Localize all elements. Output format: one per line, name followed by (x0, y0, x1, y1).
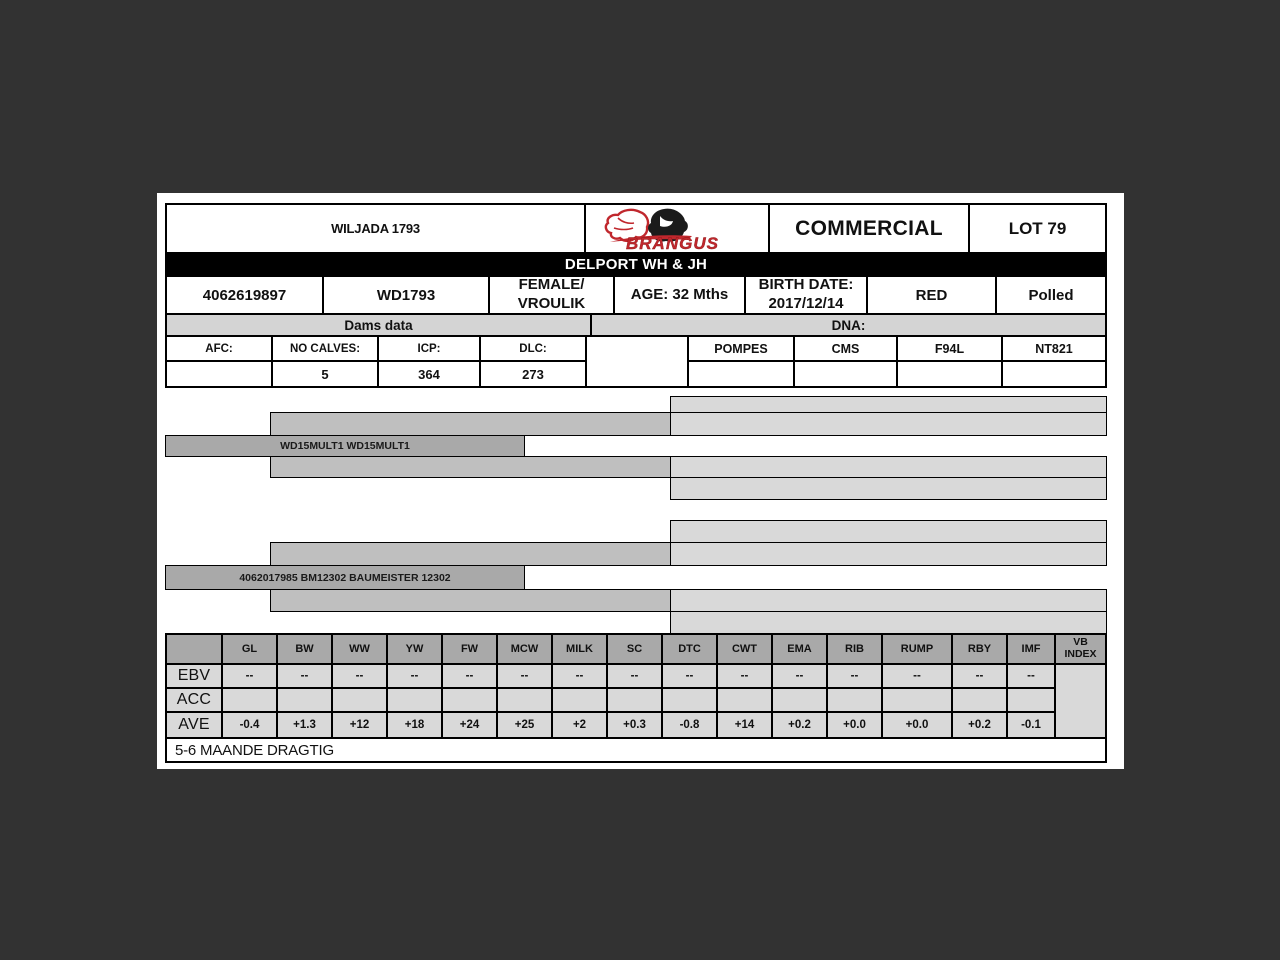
pregnancy-note: 5-6 MAANDE DRAGTIG (175, 741, 334, 759)
row-label-ebv (166, 664, 222, 688)
age-text: AGE: 32 Mths (630, 285, 729, 303)
dam-greatgrandparent-bar-4 (670, 611, 1107, 634)
brangus-logo (585, 204, 769, 253)
acc-cell (952, 688, 1007, 712)
ave-cell (952, 712, 1007, 738)
ebv-cell (277, 664, 332, 688)
col-mcw: MCW (510, 642, 539, 655)
ebv-bw: -- (300, 670, 309, 682)
acc-cell (442, 688, 497, 712)
col-header-sc (607, 634, 662, 664)
afc-value-cell (166, 361, 272, 387)
acc-cell (1007, 688, 1055, 712)
sire-name: WD15MULT1 WD15MULT1 (280, 440, 410, 452)
ave-cell (717, 712, 772, 738)
dna-value-nt821 (1002, 361, 1106, 387)
ebv-sc: -- (630, 670, 639, 682)
ebv-cell (662, 664, 717, 688)
dlc-value-cell (480, 361, 586, 387)
col-header-mcw (497, 634, 552, 664)
ebv-cell (387, 664, 442, 688)
acc-cell (497, 688, 552, 712)
acc-cell (717, 688, 772, 712)
col-fw: FW (460, 642, 479, 655)
dna-test-nt821 (1002, 336, 1106, 361)
ave-cell (442, 712, 497, 738)
left-cow-head-detail (614, 218, 634, 230)
col-header-imf (1007, 634, 1055, 664)
ebv-cell (827, 664, 882, 688)
ave-yw: +18 (404, 719, 425, 731)
col-header-rump (882, 634, 952, 664)
ebv-mcw: -- (520, 670, 529, 682)
col-header-yw (387, 634, 442, 664)
ebv-yw: -- (410, 670, 419, 682)
col-rib: RIB (845, 642, 864, 655)
nt821-label: NT821 (1035, 341, 1073, 356)
acc-cell (387, 688, 442, 712)
ave-label: AVE (178, 716, 210, 733)
tag-text: WD1793 (376, 286, 436, 304)
col-header-cwt (717, 634, 772, 664)
identity-block (165, 203, 1107, 388)
ave-cell (607, 712, 662, 738)
acc-cell (662, 688, 717, 712)
registration-number (166, 276, 323, 314)
col-header-bw (277, 634, 332, 664)
dna-header (591, 314, 1106, 336)
pompes-label: POMPES (714, 341, 768, 356)
dam-greatgrandparent-bar-3 (670, 589, 1107, 612)
colour-cell (867, 276, 996, 314)
lot-text: LOT 79 (1008, 218, 1067, 238)
registration-text: 4062619897 (202, 286, 287, 304)
ave-fw: +24 (459, 719, 480, 731)
ebv-cell (222, 664, 277, 688)
ave-cell (497, 712, 552, 738)
sire-grandparent-bar-1 (270, 412, 671, 436)
col-header-gl (222, 634, 277, 664)
dlc-label: DLC: (519, 342, 547, 355)
f94l-label: F94L (934, 341, 965, 356)
dam-grandparent-bar-2 (270, 589, 671, 612)
ave-rby: +0.2 (968, 719, 991, 731)
col-header-ema (772, 634, 827, 664)
ebv-cell (717, 664, 772, 688)
sire-greatgrandparent-bar-2 (670, 412, 1107, 436)
acc-cell (552, 688, 607, 712)
dam-name: 4062017985 BM12302 BAUMEISTER 12302 (239, 571, 451, 584)
ave-cwt: +14 (734, 719, 755, 731)
icp-value: 364 (418, 366, 440, 382)
sex-line1: FEMALE/ (518, 276, 585, 294)
acc-cell (772, 688, 827, 712)
ave-sc: +0.3 (623, 719, 646, 731)
col-sc: SC (626, 642, 643, 655)
col-rump: RUMP (900, 642, 934, 655)
dam-name-bar (165, 565, 525, 590)
ave-cell (662, 712, 717, 738)
col-milk: MILK (566, 642, 593, 655)
cms-label: CMS (831, 341, 860, 356)
brangus-logo-icon (602, 206, 752, 252)
ave-rib: +0.0 (843, 719, 866, 731)
acc-cell (827, 688, 882, 712)
ebv-cell (882, 664, 952, 688)
icp-label-cell (378, 336, 480, 361)
row-label-acc (166, 688, 222, 712)
sire-name-bar (165, 435, 525, 457)
row-label-ave (166, 712, 222, 738)
dna-value-pompes (688, 361, 794, 387)
acc-label: ACC (176, 691, 212, 708)
acc-cell (332, 688, 387, 712)
afc-label: AFC: (205, 342, 233, 355)
ebv-rump: -- (913, 670, 921, 682)
ebv-cell (552, 664, 607, 688)
col-header-ww (332, 634, 387, 664)
ebv-gl: -- (245, 670, 254, 682)
owner-name: DELPORT WH & JH (564, 256, 708, 273)
no-calves-value: 5 (321, 366, 329, 382)
col-header-milk (552, 634, 607, 664)
col-header-fw (442, 634, 497, 664)
ebv-imf: -- (1027, 670, 1035, 682)
sire-greatgrandparent-bar-1 (670, 396, 1107, 413)
ebv-rby: -- (975, 670, 984, 682)
animal-name-text: WILJADA 1793 (331, 221, 420, 236)
colour-text: RED (915, 286, 948, 304)
ebv-cell (952, 664, 1007, 688)
ave-ema: +0.2 (788, 719, 811, 731)
ebv-cell (1007, 664, 1055, 688)
tag-number (323, 276, 489, 314)
ebv-rib: -- (850, 670, 859, 682)
acc-cell (222, 688, 277, 712)
ebv-fw: -- (465, 670, 474, 682)
ebv-dtc: -- (685, 670, 694, 682)
age-cell (614, 276, 745, 314)
ebv-cwt: -- (740, 670, 749, 682)
icp-value-cell (378, 361, 480, 387)
ave-ww: +12 (349, 719, 370, 731)
col-gl: GL (241, 642, 258, 655)
ave-dtc: -0.8 (679, 719, 700, 731)
sex-cell (489, 276, 614, 314)
col-rby: RBY (967, 642, 992, 655)
ebv-ww: -- (355, 670, 364, 682)
logo-wordmark: BRANGUS (626, 233, 719, 252)
ave-cell (332, 712, 387, 738)
ave-cell (222, 712, 277, 738)
col-imf: IMF (1021, 642, 1041, 655)
category-text: COMMERCIAL (795, 216, 943, 240)
ave-gl: -0.4 (239, 719, 260, 731)
sire-grandparent-bar-2 (270, 456, 671, 478)
ebv-cell (607, 664, 662, 688)
dams-data-title: Dams data (344, 317, 413, 333)
catalog-page (157, 193, 1124, 769)
col-bw: BW (295, 642, 314, 655)
ave-bw: +1.3 (293, 719, 316, 731)
ebv-cell (497, 664, 552, 688)
acc-cell (607, 688, 662, 712)
ebv-cell (772, 664, 827, 688)
col-header-rib (827, 634, 882, 664)
col-ema: EMA (787, 642, 812, 655)
ebv-header-empty (166, 634, 222, 664)
dna-value-cms (794, 361, 897, 387)
ebv-table (165, 633, 1107, 739)
dna-test-pompes (688, 336, 794, 361)
col-yw: YW (405, 642, 424, 655)
afc-label-cell (166, 336, 272, 361)
dna-value-f94l (897, 361, 1002, 387)
animal-name (166, 204, 585, 253)
dam-grandparent-bar-1 (270, 542, 671, 566)
dams-data-header (166, 314, 591, 336)
col-header-rby (952, 634, 1007, 664)
ave-cell (387, 712, 442, 738)
ave-cell (1007, 712, 1055, 738)
ave-rump: +0.0 (905, 719, 929, 731)
ave-cell (772, 712, 827, 738)
no-calves-label-cell (272, 336, 378, 361)
dna-title: DNA: (831, 317, 866, 333)
birth-date-label: BIRTH DATE: (758, 276, 854, 294)
ave-cell (277, 712, 332, 738)
col-header-vb-index (1055, 634, 1106, 664)
horn-status-text: Polled (1028, 286, 1074, 304)
icp-label: ICP: (417, 342, 441, 355)
vb-index-value-cell (1055, 664, 1106, 738)
ave-milk: +2 (572, 719, 587, 731)
no-calves-value-cell (272, 361, 378, 387)
ebv-cell (332, 664, 387, 688)
dna-spacer-cell (586, 336, 688, 387)
col-header-dtc (662, 634, 717, 664)
sire-greatgrandparent-bar-4 (670, 477, 1107, 500)
owner-bar (166, 253, 1106, 276)
sex-line2: VROULIK (517, 295, 586, 312)
ebv-milk: -- (575, 670, 584, 682)
dlc-value: 273 (522, 366, 544, 382)
ave-cell (827, 712, 882, 738)
dam-greatgrandparent-bar-1 (670, 520, 1107, 543)
birth-date-value: 2017/12/14 (768, 295, 844, 312)
ave-mcw: +25 (514, 719, 535, 731)
ebv-label: EBV (177, 667, 211, 684)
no-calves-label: NO CALVES: (289, 342, 361, 355)
ebv-ema: -- (795, 670, 804, 682)
col-dtc: DTC (678, 642, 701, 655)
ave-imf: -0.1 (1021, 719, 1041, 731)
pregnancy-note-row (165, 737, 1107, 763)
col-ww: WW (349, 642, 370, 655)
acc-cell (882, 688, 952, 712)
dna-test-cms (794, 336, 897, 361)
acc-cell (277, 688, 332, 712)
horn-status-cell (996, 276, 1106, 314)
dna-test-f94l (897, 336, 1002, 361)
lot-number (969, 204, 1106, 253)
birth-date-cell (745, 276, 867, 314)
ebv-cell (442, 664, 497, 688)
category-label (769, 204, 969, 253)
vb-index-line2: INDEX (1064, 648, 1097, 660)
ave-cell (882, 712, 952, 738)
ave-cell (552, 712, 607, 738)
dam-greatgrandparent-bar-2 (670, 542, 1107, 566)
col-cwt: CWT (731, 642, 758, 655)
sire-greatgrandparent-bar-3 (670, 456, 1107, 478)
dlc-label-cell (480, 336, 586, 361)
vb-index-line1: VB (1073, 636, 1088, 649)
